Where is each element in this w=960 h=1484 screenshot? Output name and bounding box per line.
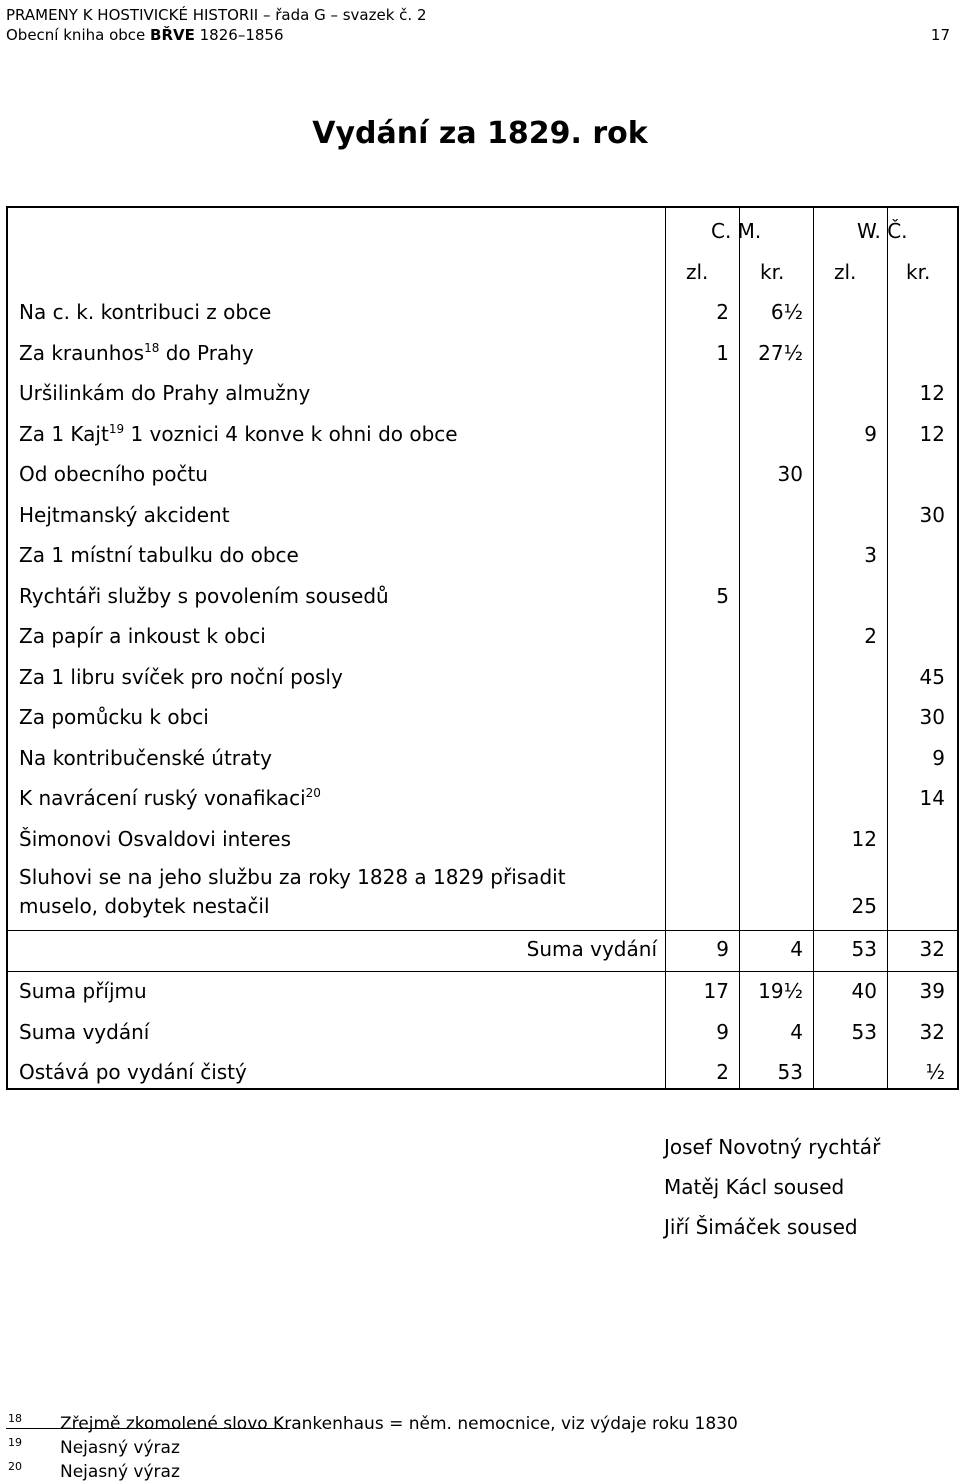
book-title <box>6 26 284 44</box>
row-value-wc-zl: 2 <box>864 624 877 648</box>
summary-value-cm-kr: 19½ <box>758 979 803 1003</box>
row-label <box>19 462 208 486</box>
column-divider <box>813 208 814 1088</box>
header-cm-zl: zl. <box>686 260 709 284</box>
summary-value-cm-zl: 9 <box>716 1019 729 1044</box>
header-cm: C. M. <box>711 219 762 243</box>
row-value-wc-zl: 3 <box>864 543 877 567</box>
header-cm-kr: kr. <box>760 260 785 284</box>
row-label-text: Ostává po vydání čistý <box>19 1060 247 1084</box>
row-label <box>19 1020 149 1044</box>
row-value-wc-kr: 30 <box>919 705 945 729</box>
row-label <box>19 746 272 770</box>
footnote-text: Nejasný výraz <box>60 1438 180 1458</box>
row-label-text: Hejtmanský akcident <box>19 502 230 527</box>
row-label <box>19 543 299 567</box>
row-label <box>19 1060 247 1084</box>
expense-table <box>6 206 959 1090</box>
signature-neighbor-1: Matěj Kácl soused <box>664 1175 845 1199</box>
header-wc: W. Č. <box>857 219 908 243</box>
summary-divider <box>8 971 957 972</box>
footnote-text: Nejasný výraz <box>60 1462 180 1482</box>
row-label-text: 1 voznici 4 konve k ohni do obce <box>124 421 458 446</box>
row-value-cm-kr: 6½ <box>770 300 803 324</box>
row-label-text: Uršilinkám do Prahy almužny <box>19 381 311 405</box>
row-label <box>19 503 230 527</box>
row-value-cm-zl: 1 <box>716 340 729 365</box>
row-value-wc-kr: 14 <box>919 786 945 810</box>
row-label-text: Na c. k. kontribuci z obce <box>19 300 272 324</box>
signature-neighbor-2: Jiří Šimáček soused <box>664 1215 858 1239</box>
page-title: Vydání za 1829. rok <box>312 116 648 151</box>
row-value-wc-zl: 12 <box>851 826 877 851</box>
summary-value-wc-kr: 32 <box>919 1019 945 1044</box>
footnote-text: Zřejmě zkomolené slovo Krankenhaus = něm. nemocnice, viz výdaje roku 1830 <box>60 1414 738 1434</box>
column-divider <box>665 208 666 1088</box>
village-name: BŘVE <box>150 26 195 44</box>
row-label-text: Od obecního počtu <box>19 462 208 486</box>
row-label-text: Rychtáři služby s povolením sousedů <box>19 583 389 608</box>
footnote-number: 20 <box>8 1460 22 1473</box>
column-divider <box>739 208 740 1088</box>
sum-value-cm-kr: 4 <box>790 937 803 961</box>
summary-value-cm-zl: 2 <box>716 1060 729 1084</box>
footnote-ref: 19 <box>108 421 125 436</box>
row-label-text: Suma příjmu <box>19 979 147 1003</box>
footnote-number: 19 <box>8 1436 22 1449</box>
summary-value-wc-kr: 39 <box>919 979 945 1003</box>
column-divider <box>887 208 888 1088</box>
header-wc-kr: kr. <box>906 260 931 284</box>
row-label: muselo, dobytek nestačil <box>19 894 270 918</box>
sum-label: Suma vydání <box>526 937 657 961</box>
sum-value-cm-zl: 9 <box>716 937 729 961</box>
row-label <box>19 341 254 365</box>
row-label-text: do Prahy <box>159 340 254 365</box>
summary-value-wc-zl: 40 <box>851 979 877 1003</box>
row-value-wc-kr: 12 <box>919 381 945 405</box>
row-label <box>19 665 343 689</box>
row-label-text: Na kontribučenské útraty <box>19 745 272 770</box>
row-value-wc-kr: 12 <box>919 421 945 446</box>
row-label <box>19 422 458 446</box>
row-label <box>19 979 147 1003</box>
summary-value-cm-kr: 4 <box>790 1019 803 1044</box>
sum-divider <box>8 930 957 931</box>
row-label-text: Za kraunhos <box>19 340 145 365</box>
footnote-ref: 20 <box>305 786 321 800</box>
page-number: 17 <box>930 26 950 44</box>
row-value-cm-zl: 2 <box>716 300 729 324</box>
row-label-text: Za 1 libru svíček pro noční posly <box>19 664 343 689</box>
row-label-text: Suma vydání <box>19 1019 150 1044</box>
row-label <box>19 786 321 810</box>
row-label-text: K navrácení ruský vonafikaci <box>19 786 306 810</box>
row-label <box>19 584 389 608</box>
summary-value-wc-kr: ½ <box>925 1060 945 1084</box>
summary-value-cm-kr: 53 <box>777 1060 803 1084</box>
row-value-cm-kr: 30 <box>777 462 803 486</box>
header-wc-zl: zl. <box>834 260 857 284</box>
signature-mayor: Josef Novotný rychtář <box>664 1135 881 1159</box>
summary-value-cm-zl: 17 <box>703 979 729 1003</box>
book-prefix: Obecní kniha obce <box>6 26 151 44</box>
sum-value-wc-kr: 32 <box>919 937 945 961</box>
footnote-number: 18 <box>8 1412 22 1425</box>
series-title: PRAMENY K HOSTIVICKÉ HISTORII – řada G – svazek č. 2 <box>6 6 427 24</box>
row-label-text: Šimonovi Osvaldovi interes <box>19 826 292 851</box>
book-years: 1826–1856 <box>194 26 284 44</box>
row-value-wc-kr: 45 <box>919 664 945 689</box>
row-label <box>19 827 291 851</box>
row-label <box>19 381 310 405</box>
row-value-wc-kr: 9 <box>932 745 945 770</box>
row-label <box>19 300 271 324</box>
sum-value-wc-zl: 53 <box>851 937 877 961</box>
row-value-wc-kr: 30 <box>919 502 945 527</box>
row-value-cm-kr: 27½ <box>758 340 803 365</box>
row-value-cm-zl: 5 <box>716 583 729 608</box>
row-label: Sluhovi se na jeho službu za roky 1828 a 1829 přisadit <box>19 865 566 889</box>
row-value-wc-zl: 9 <box>864 421 877 446</box>
row-label-text: Za 1 Kajt <box>19 421 109 446</box>
row-label <box>19 705 209 729</box>
row-label <box>19 624 266 648</box>
row-label-text: Za pomůcku k obci <box>19 705 209 729</box>
row-label-text: Za papír a inkoust k obci <box>19 624 266 648</box>
row-label-text: Za 1 místní tabulku do obce <box>19 543 299 567</box>
row-value-wc-zl: 25 <box>851 894 877 918</box>
footnote-ref: 18 <box>144 340 160 355</box>
summary-value-wc-zl: 53 <box>851 1019 877 1044</box>
